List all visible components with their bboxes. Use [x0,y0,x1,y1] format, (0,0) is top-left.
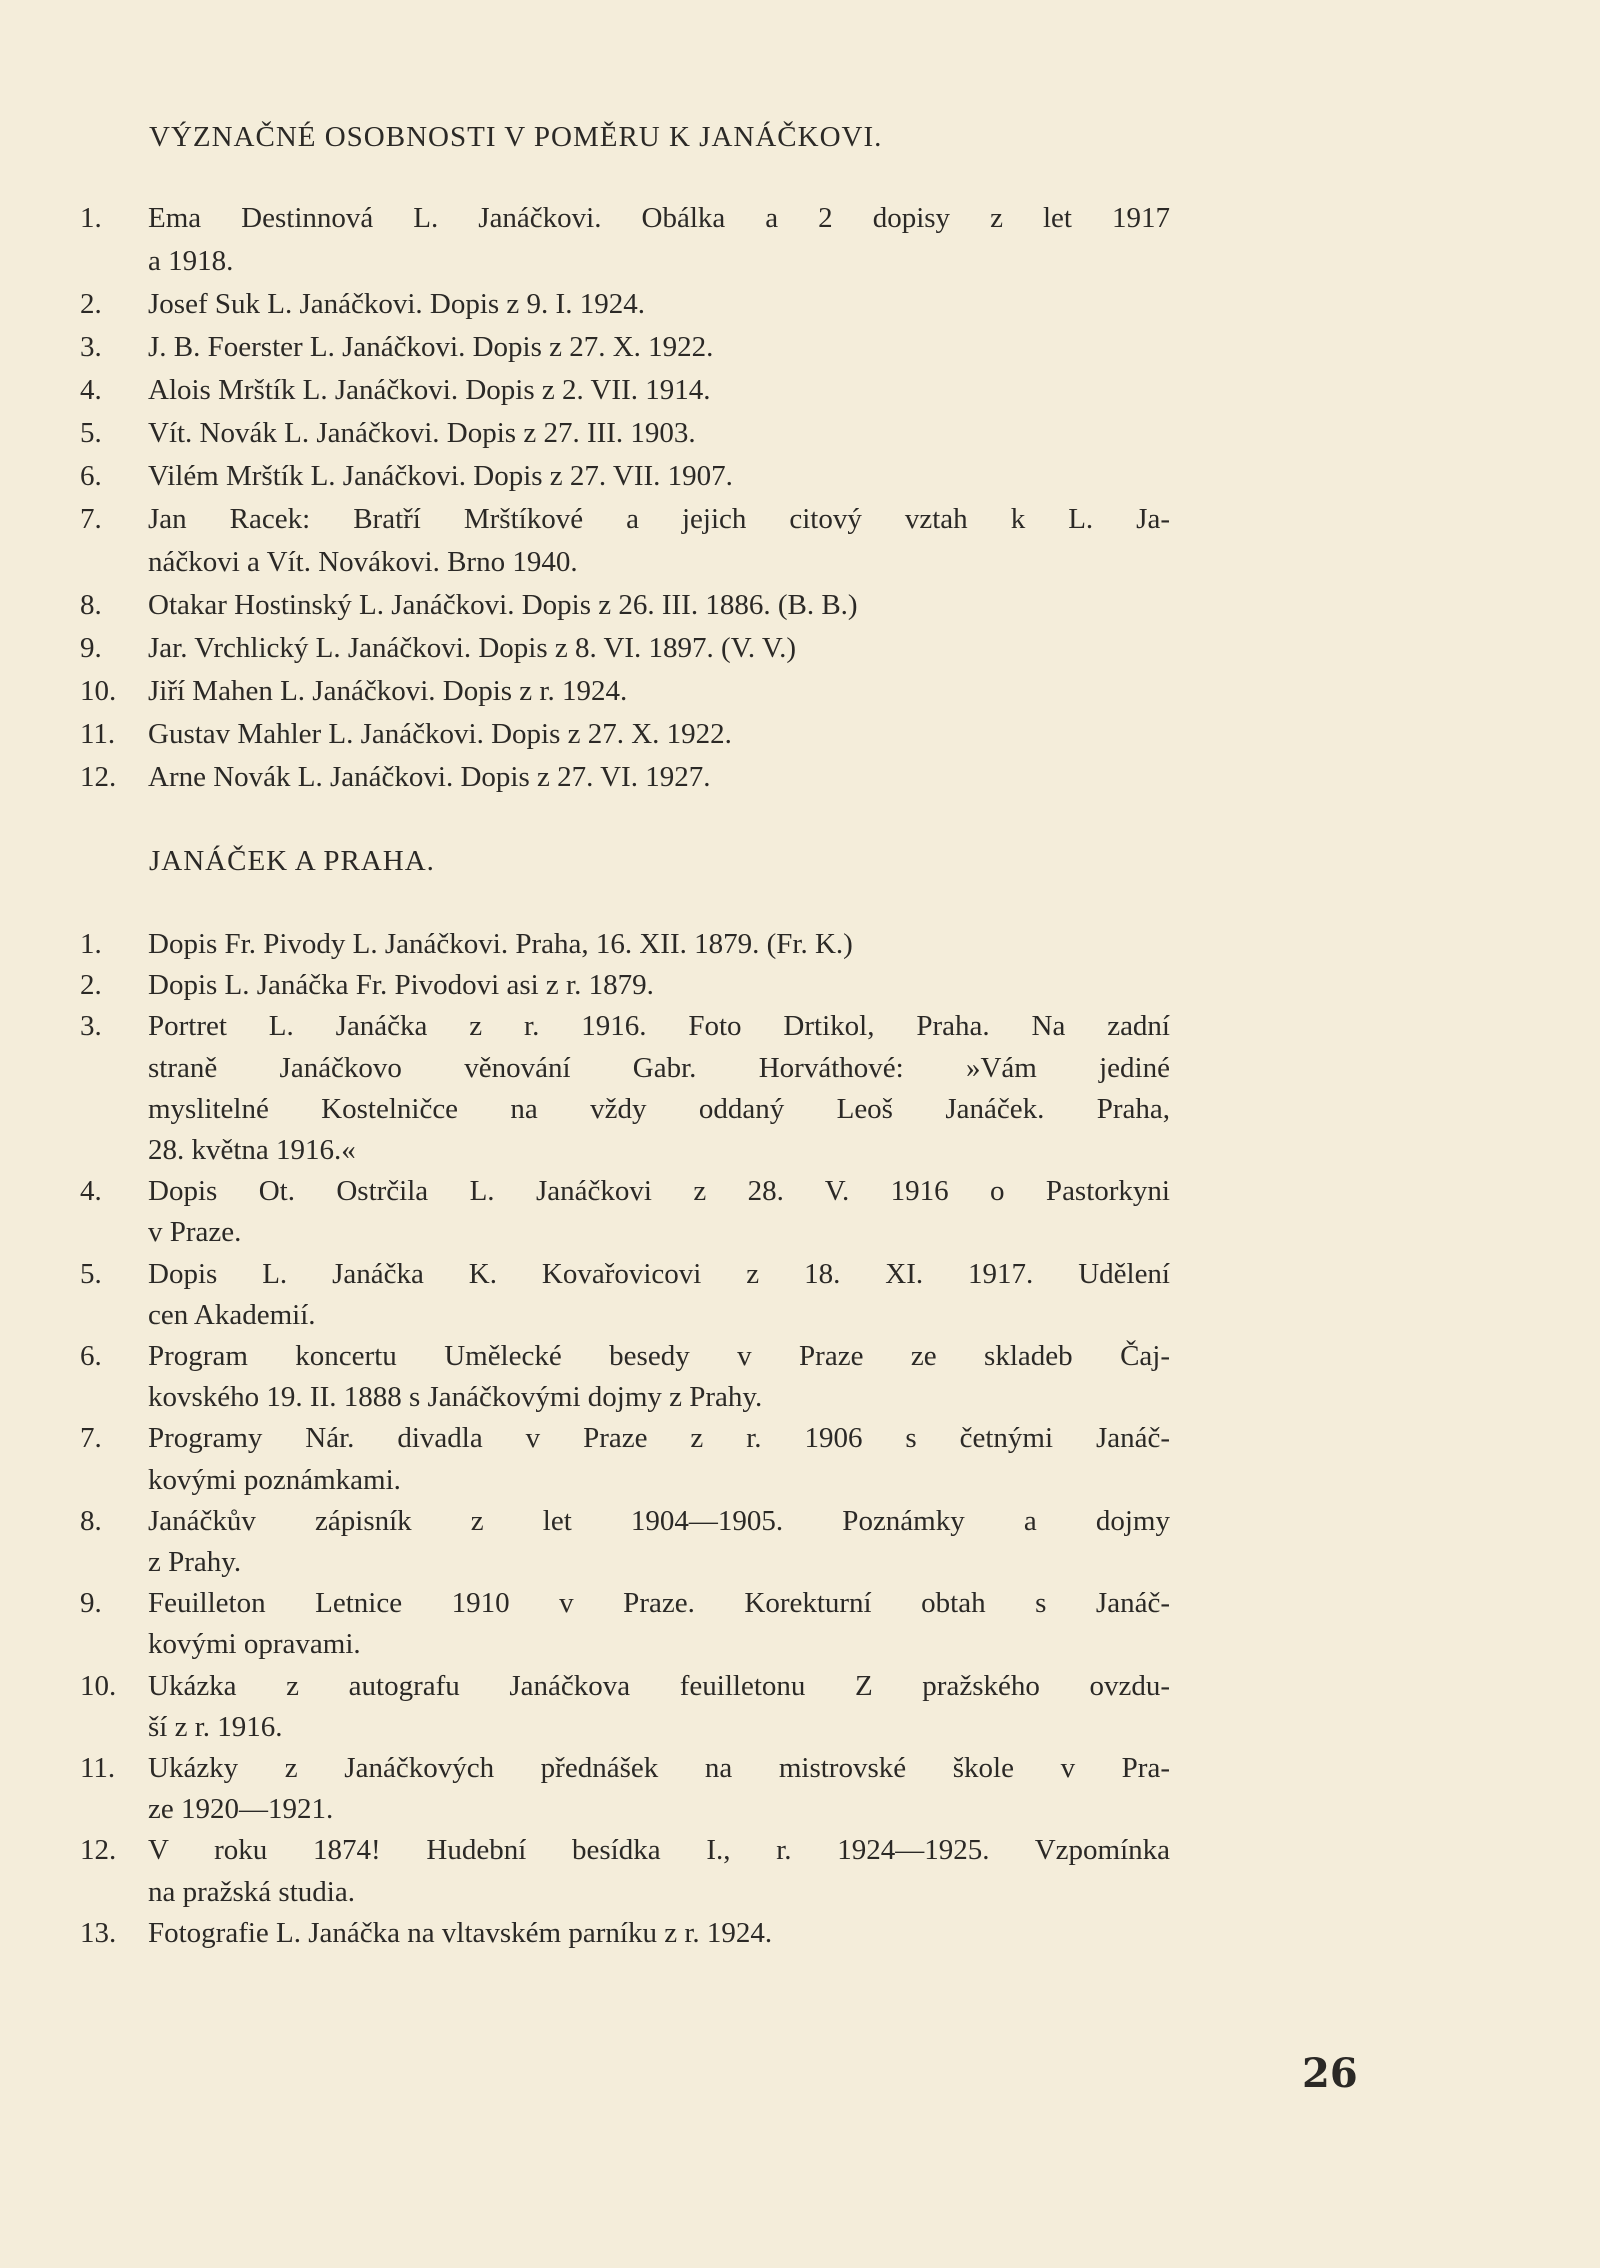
item-text-line: Dopis L. Janáčka Fr. Pivodovi asi z r. 1879. [148,969,654,1002]
item-number: 8. [80,1504,102,1537]
list-item [80,1583,1170,1665]
list-item [80,1336,1170,1418]
item-text-line: Jiří Mahen L. Janáčkovi. Dopis z r. 1924. [148,675,628,707]
item-number: 4. [80,1175,102,1208]
item-text-line: v Praze. [148,1216,242,1249]
list-item [80,412,1170,455]
item-number: 6. [80,460,102,492]
item-text-line: z Prahy. [148,1546,242,1579]
item-text-line: J. B. Foerster L. Janáčkovi. Dopis z 27. X. 1922. [148,331,714,363]
item-text-line: Gustav Mahler L. Janáčkovi. Dopis z 27. X. 1922. [148,718,732,750]
item-text-line: Program koncertu Umělecké besedy v Praze ze skladeb Čaj- [148,1340,1170,1373]
item-text-line: kovými poznámkami. [148,1463,401,1496]
list-item [80,756,1170,799]
item-number: 12. [80,1834,117,1867]
item-text-line: Dopis Fr. Pivody L. Janáčkovi. Praha, 16. XII. 1879. (Fr. K.) [148,928,853,960]
janacek-prague-list [80,924,1170,1954]
item-text-line: Programy Nár. divadla v Praze z r. 1906 s četnými Janáč- [148,1422,1170,1455]
item-text-line: a 1918. [148,245,234,277]
item-number: 7. [80,503,102,535]
item-number: 7. [80,1422,102,1455]
item-number: 9. [80,632,102,664]
list-item [80,369,1170,412]
item-number: 1. [80,202,102,234]
item-number: 6. [80,1340,102,1373]
list-item [80,1501,1170,1583]
item-text-line: Ukázky z Janáčkových přednášek na mistrovské škole v Pra- [148,1752,1170,1785]
list-item [80,584,1170,627]
item-text-line: Ukázka z autografu Janáčkova feuilletonu Z pražského ovzdu- [148,1669,1170,1702]
item-number: 10. [80,1669,117,1702]
item-text-line: náčkovi a Vít. Novákovi. Brno 1940. [148,546,578,578]
page-number: 26 [1302,2050,1358,2097]
item-text-line: Janáčkův zápisník z let 1904—1905. Poznámky a dojmy [148,1504,1170,1537]
section-heading-notable-persons: VÝZNAČNÉ OSOBNOSTI V POMĚRU K JANÁČKOVI. [149,121,883,153]
item-text-line: na pražská studia. [148,1875,355,1908]
list-item [80,924,1170,965]
item-text-line: Ema Destinnová L. Janáčkovi. Obálka a 2 dopisy z let 1917 [148,202,1170,234]
list-item [80,1913,1170,1954]
list-item [80,1666,1170,1748]
item-text-line: Fotografie L. Janáčka na vltavském parníku z r. 1924. [148,1916,773,1949]
item-text-line: Vít. Novák L. Janáčkovi. Dopis z 27. III. 1903. [148,417,696,449]
item-text-line: Jan Racek: Bratří Mrštíkové a jejich citový vztah k L. Ja- [148,503,1170,535]
item-text-line: ze 1920—1921. [148,1793,334,1826]
item-number: 12. [80,761,117,793]
item-number: 8. [80,589,102,621]
item-text-line: Portret L. Janáčka z r. 1916. Foto Drtikol, Praha. Na zadní [148,1010,1170,1043]
list-item [80,627,1170,670]
item-text-line: Dopis Ot. Ostrčila L. Janáčkovi z 28. V. 1916 o Pastorkyni [148,1175,1170,1208]
item-text-line: V roku 1874! Hudební besídka I., r. 1924—1925. Vzpomínka [148,1834,1170,1867]
item-number: 3. [80,331,102,363]
list-item [80,498,1170,584]
list-item [80,1748,1170,1830]
item-number: 2. [80,969,102,1002]
item-number: 2. [80,288,102,320]
item-text-line: cen Akademií. [148,1298,316,1331]
item-text-line: ší z r. 1916. [148,1710,283,1743]
item-text-line: kovského 19. II. 1888 s Janáčkovými dojmy z Prahy. [148,1381,763,1414]
list-item [80,326,1170,369]
item-number: 13. [80,1916,117,1949]
list-item [80,1171,1170,1253]
item-number: 1. [80,928,102,960]
item-number: 11. [80,1752,116,1785]
list-item [80,197,1170,283]
list-item [80,1254,1170,1336]
item-number: 9. [80,1587,102,1620]
item-number: 5. [80,1257,102,1290]
list-item [80,670,1170,713]
list-item [80,965,1170,1006]
list-item [80,1418,1170,1500]
item-number: 5. [80,417,102,449]
item-text-line: Dopis L. Janáčka K. Kovařovicovi z 18. XI. 1917. Udělení [148,1257,1170,1290]
item-number: 4. [80,374,102,406]
item-number: 3. [80,1010,102,1043]
notable-persons-list [80,197,1170,799]
list-item [80,1006,1170,1171]
item-text-line: Alois Mrštík L. Janáčkovi. Dopis z 2. VII. 1914. [148,374,711,406]
list-item [80,1830,1170,1912]
list-item [80,283,1170,326]
item-number: 11. [80,718,116,750]
item-text-line: Feuilleton Letnice 1910 v Praze. Korekturní obtah s Janáč- [148,1587,1170,1620]
item-number: 10. [80,675,117,707]
item-text-line: myslitelné Kostelničce na vždy oddaný Leoš Janáček. Praha, [148,1092,1170,1125]
item-text-line: Arne Novák L. Janáčkovi. Dopis z 27. VI. 1927. [148,761,711,793]
section-heading-janacek-and-prague: JANÁČEK A PRAHA. [149,845,435,877]
item-text-line: kovými opravami. [148,1628,361,1661]
item-text-line: Jar. Vrchlický L. Janáčkovi. Dopis z 8. VI. 1897. (V. V.) [148,632,797,664]
item-text-line: Josef Suk L. Janáčkovi. Dopis z 9. I. 1924. [148,288,645,320]
item-text-line: straně Janáčkovo věnování Gabr. Horváthové: »Vám jediné [148,1051,1170,1084]
item-text-line: Vilém Mrštík L. Janáčkovi. Dopis z 27. VII. 1907. [148,460,733,492]
item-text-line: Otakar Hostinský L. Janáčkovi. Dopis z 26. III. 1886. (B. B.) [148,589,858,621]
list-item [80,713,1170,756]
item-text-line: 28. května 1916.« [148,1134,356,1167]
list-item [80,455,1170,498]
